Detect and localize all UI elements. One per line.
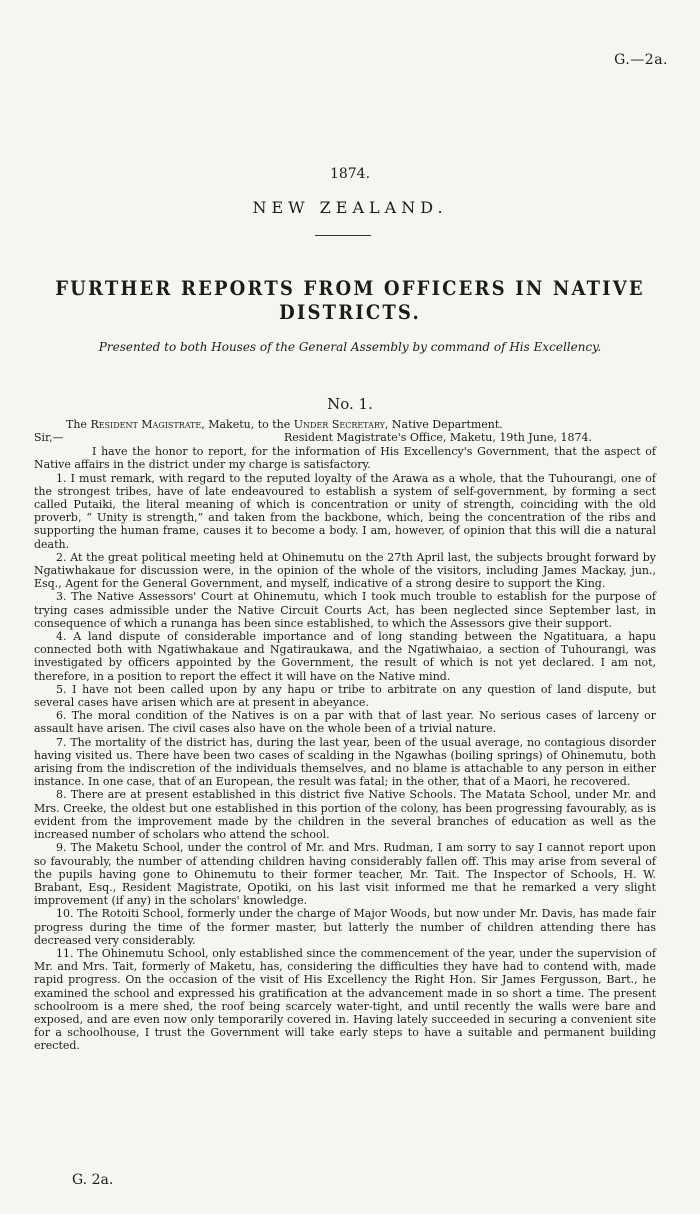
country-heading: NEW ZEALAND. bbox=[252, 198, 448, 217]
sender-title: Resident Magistrate bbox=[90, 418, 202, 431]
salutation: Sir,— bbox=[34, 431, 64, 445]
document-title: FURTHER REPORTS FROM OFFICERS IN NATIVE DISTRICTS. bbox=[55, 276, 645, 324]
document-year: 1874. bbox=[329, 166, 371, 182]
paragraph-6: 6. The moral condition of the Natives is on a par with that of last year. No serious cases of larceny or assault have arisen. The civil cases also have on the whole been of a trivial nature. bbox=[34, 709, 656, 736]
paragraph-5: 5. I have not been called upon by any hapu or tribe to arbitrate on any question of land dispute, but several cases have arisen which are at present in abeyance. bbox=[34, 682, 656, 710]
paragraph-3: 3. The Native Assessors' Court at Ohinemutu, which I took much trouble to establish for the purpose of trying cases admissible under the Native Circuit Courts Act, has been neglected since September last, in consequence of which a runanga has been since established, to which the Assessors give their support. bbox=[34, 590, 656, 630]
section-number: No. 1. bbox=[327, 395, 373, 413]
salutation-line bbox=[34, 431, 656, 445]
paragraph-7: 7. The mortality of the district has, during the last year, been of the usual average, no contagious disorder having visited us. There have been two cases of scalding in the Ngawhas (boiling springs) of Ohinemutu, both arising from the indiscretion of the individuals themselves, and no blame is attachable to any person in either instance. In one case, that of an European, the result was fatal; in the other, that of a Maori, he recovered. bbox=[34, 735, 656, 789]
paragraph-4: 4. A land dispute of considerable importance and of long standing between the Ngatituara, a hapu connected both with Ngatiwhakaue and Ngatiraukawa, and the Ngatiwhaiao, a section of Tuhourangi, was investigated by officers appointed by the Government, the result of which is not yet declared. I am not, therefore, in a position to report the effect it will have on the Native mind. bbox=[34, 630, 656, 683]
paragraph-8: 8. There are at present established in this district five Native Schools. The Matata School, under Mr. and Mrs. Creeke, the oldest but one established in this portion of the colony, has been progressing favourably, as is evident from the improvement made by the children in the several branches of education as well as the increased number of scholars who attend the school. bbox=[34, 788, 656, 842]
paragraph-9: 9. The Maketu School, under the control of Mr. and Mrs. Rudman, I am sorry to say I cannot report upon so favourably, the number of attending children having considerably fallen off. This may arise from several of the pupils having gone to Ohinemutu to their former teacher, Mr. Tait. The Inspector of Schools, H. W. Brabant, Esq., Resident Magistrate, Opotiki, on his last visit informed me that he remarked a very slight improvement (if any) in the scholars' knowledge. bbox=[34, 841, 656, 908]
recipient-title: Under Secretary bbox=[293, 418, 385, 431]
page-reference: G.—2a. bbox=[614, 52, 668, 68]
recipient-department: , Native Department. bbox=[384, 418, 503, 431]
address-prefix: The bbox=[66, 418, 87, 431]
footer-signature: G. 2a. bbox=[72, 1172, 114, 1188]
presented-statement: Presented to both Houses of the General Assembly by command of His Excellency. bbox=[98, 340, 602, 354]
paragraph-intro: I have the honor to report, for the information of His Excellency's Government, that the aspect of Native affairs in the district under my charge is satisfactory. bbox=[34, 445, 656, 472]
office-date: Resident Magistrate's Office, Maketu, 19th June, 1874. bbox=[284, 431, 592, 445]
sender-place: , Maketu, to the bbox=[201, 418, 291, 431]
paragraph-2: 2. At the great political meeting held at Ohinemutu on the 27th April last, the subjects brought forward by Ngatiwhakaue for discussion were, in the opinion of the whole of the visitors, including James Mackay, jun., Esq., Agent for the General Government, and myself, indicative of a strong desire to support the King. bbox=[34, 550, 656, 591]
paragraph-1: 1. I must remark, with regard to the reputed loyalty of the Arawa as a whole, that the Tuhourangi, one of the strongest tribes, have of late endeavoured to establish a system of self-government, by forming a sect called Putaiki, the literal meaning of which is concentration or unity of strength, coinciding with the old proverb, “ Unity is strength,” and taken from the backbone, which, being the concentration of the ribs and supporting the human frame, causes it to become a body. I am, however, of opinion that this will die a natural death. bbox=[34, 471, 656, 551]
title-divider bbox=[315, 235, 371, 236]
letter-address bbox=[34, 418, 656, 431]
paragraph-11: 11. The Ohinemutu School, only established since the commencement of the year, under the supervision of Mr. and Mrs. Tait, formerly of Maketu, has, considering the difficulties they have had to contend with, made rapid progress. On the occasion of the visit of His Excellency the Right Hon. Sir James Fergusson, Bart., he examined the school and expressed his gratification at the advancement made in so short a time. The present schoolroom is a mere shed, the roof being scarcely water-tight, and until recently the walls were bare and exposed, and are even now only temporarily covered in. Having lately succeeded in securing a convenient site for a schoolhouse, I trust the Government will take early steps to have a suitable and permanent building erected. bbox=[34, 946, 656, 1053]
letter-body bbox=[34, 418, 656, 1053]
paragraph-10: 10. The Rotoiti School, formerly under the charge of Major Woods, but now under Mr. Davis, has made fair progress during the time of the former master, but latterly the number of children attending there has decreased very considerably. bbox=[34, 907, 656, 947]
